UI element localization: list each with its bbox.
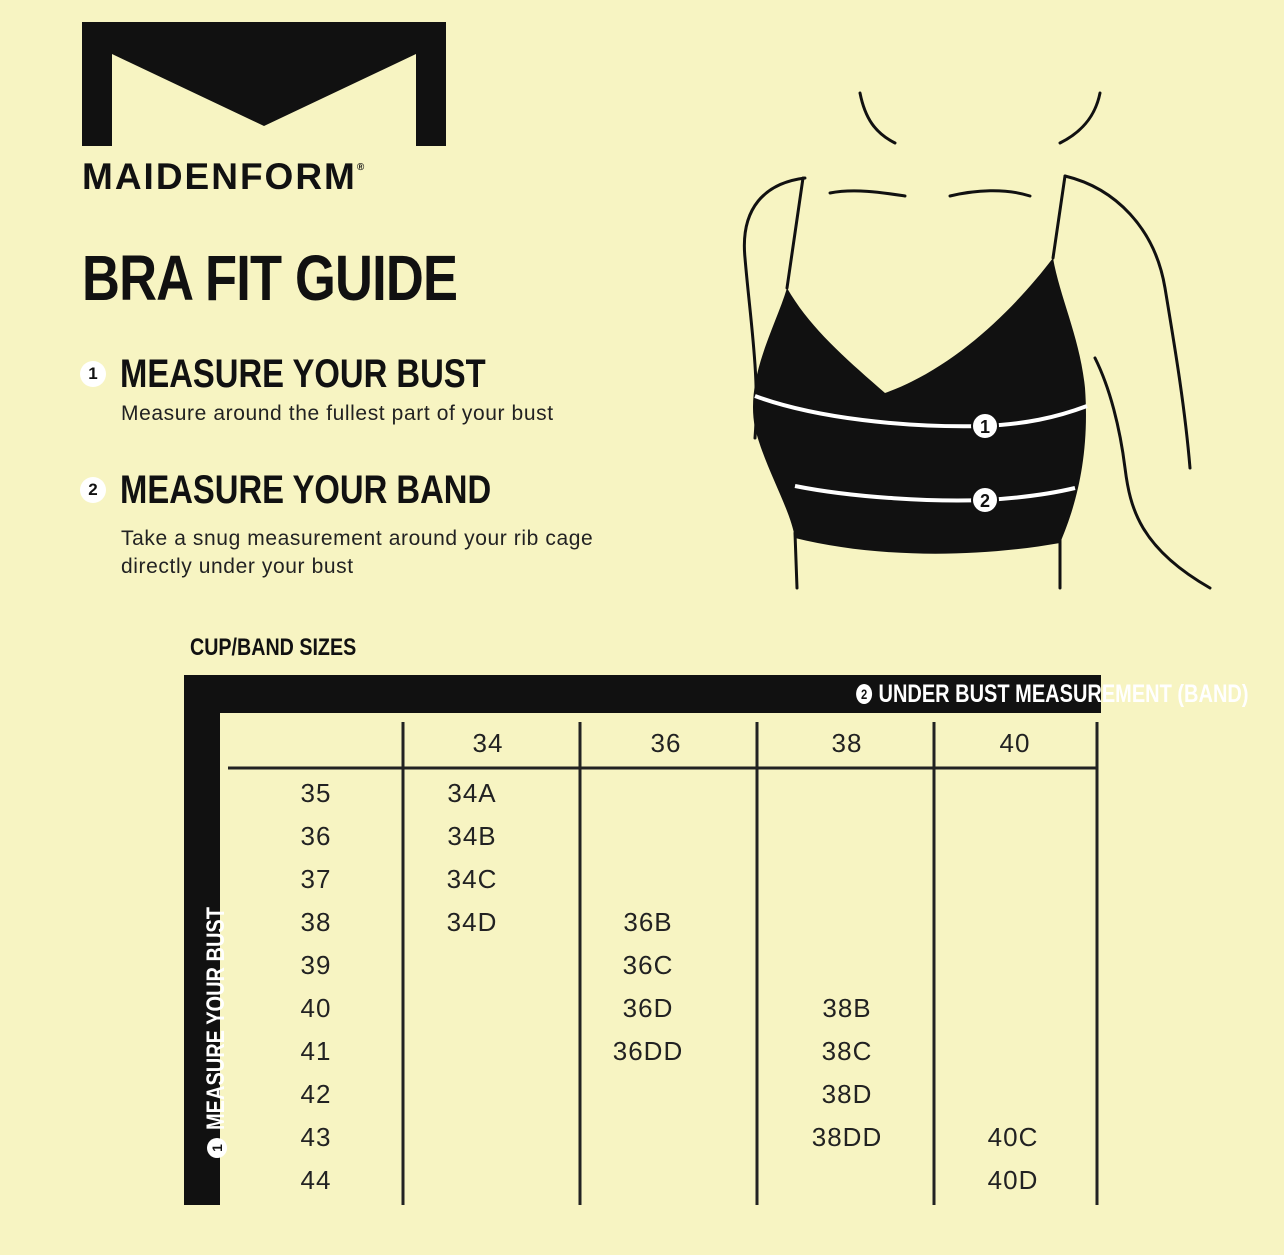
- size-cell-36C: 36C: [622, 950, 674, 980]
- illustration-marker-2: 2: [979, 491, 991, 511]
- size-cell-36DD: 36DD: [612, 1036, 684, 1066]
- step-2-description-line-2: directly under your bust: [121, 555, 354, 578]
- size-cell-40D: 40D: [987, 1165, 1039, 1195]
- step-1-number-badge: 1: [80, 361, 106, 387]
- bust-row-header-43: 43: [300, 1122, 332, 1152]
- illustration-marker-1: 1: [979, 417, 991, 437]
- bra-measurement-illustration: [735, 88, 1225, 593]
- size-cell-34D: 34D: [446, 907, 498, 937]
- size-cell-38B: 38B: [822, 993, 872, 1023]
- band-column-header-40: 40: [999, 728, 1031, 758]
- bust-row-header-38: 38: [300, 907, 332, 937]
- size-cell-34B: 34B: [447, 821, 497, 851]
- size-cell-38D: 38D: [821, 1079, 873, 1109]
- bust-row-header-44: 44: [300, 1165, 332, 1195]
- size-cell-34C: 34C: [446, 864, 498, 894]
- step-2-description: [121, 525, 593, 581]
- step-2-title: MEASURE YOUR BAND: [120, 468, 492, 512]
- bust-header-number-badge: 1: [207, 1138, 227, 1158]
- size-cell-36D: 36D: [622, 993, 674, 1023]
- band-column-header-34: 34: [472, 728, 504, 758]
- band-header: [758, 677, 1249, 711]
- step-1-title: MEASURE YOUR BUST: [120, 352, 486, 396]
- bust-row-header-41: 41: [300, 1036, 332, 1066]
- band-column-header-38: 38: [831, 728, 863, 758]
- bust-row-header-40: 40: [300, 993, 332, 1023]
- size-cell-40C: 40C: [987, 1122, 1039, 1152]
- maidenform-logo-mark: [82, 22, 446, 146]
- bust-row-header-35: 35: [300, 778, 332, 808]
- step-2-description-line-1: Take a snug measurement around your rib cage: [121, 527, 594, 550]
- step-2-number-badge: 2: [80, 477, 106, 503]
- step-1: [80, 354, 566, 394]
- bust-row-header-36: 36: [300, 821, 332, 851]
- bust-row-header-39: 39: [300, 950, 332, 980]
- brand-name: [82, 156, 366, 198]
- registered-mark: ®: [356, 162, 367, 173]
- size-cell-36B: 36B: [623, 907, 673, 937]
- step-2: [80, 470, 573, 510]
- chart-title: CUP/BAND SIZES: [190, 634, 357, 661]
- page-title: BRA FIT GUIDE: [82, 242, 458, 314]
- size-cell-38C: 38C: [821, 1036, 873, 1066]
- bust-row-header-42: 42: [300, 1079, 332, 1109]
- brand-name-text: MAIDENFORM: [82, 156, 357, 197]
- band-column-header-36: 36: [650, 728, 682, 758]
- band-header-label: UNDER BUST MEASUREMENT (BAND): [878, 679, 1248, 708]
- bust-header-label: MEASURE YOUR BUST: [202, 907, 230, 1130]
- band-header-number-badge: 2: [856, 684, 872, 704]
- bust-row-header-37: 37: [300, 864, 332, 894]
- bust-header: [184, 907, 230, 1206]
- size-cell-38DD: 38DD: [811, 1122, 883, 1152]
- step-1-description: Measure around the fullest part of your bust: [121, 402, 554, 425]
- size-cell-34A: 34A: [447, 778, 497, 808]
